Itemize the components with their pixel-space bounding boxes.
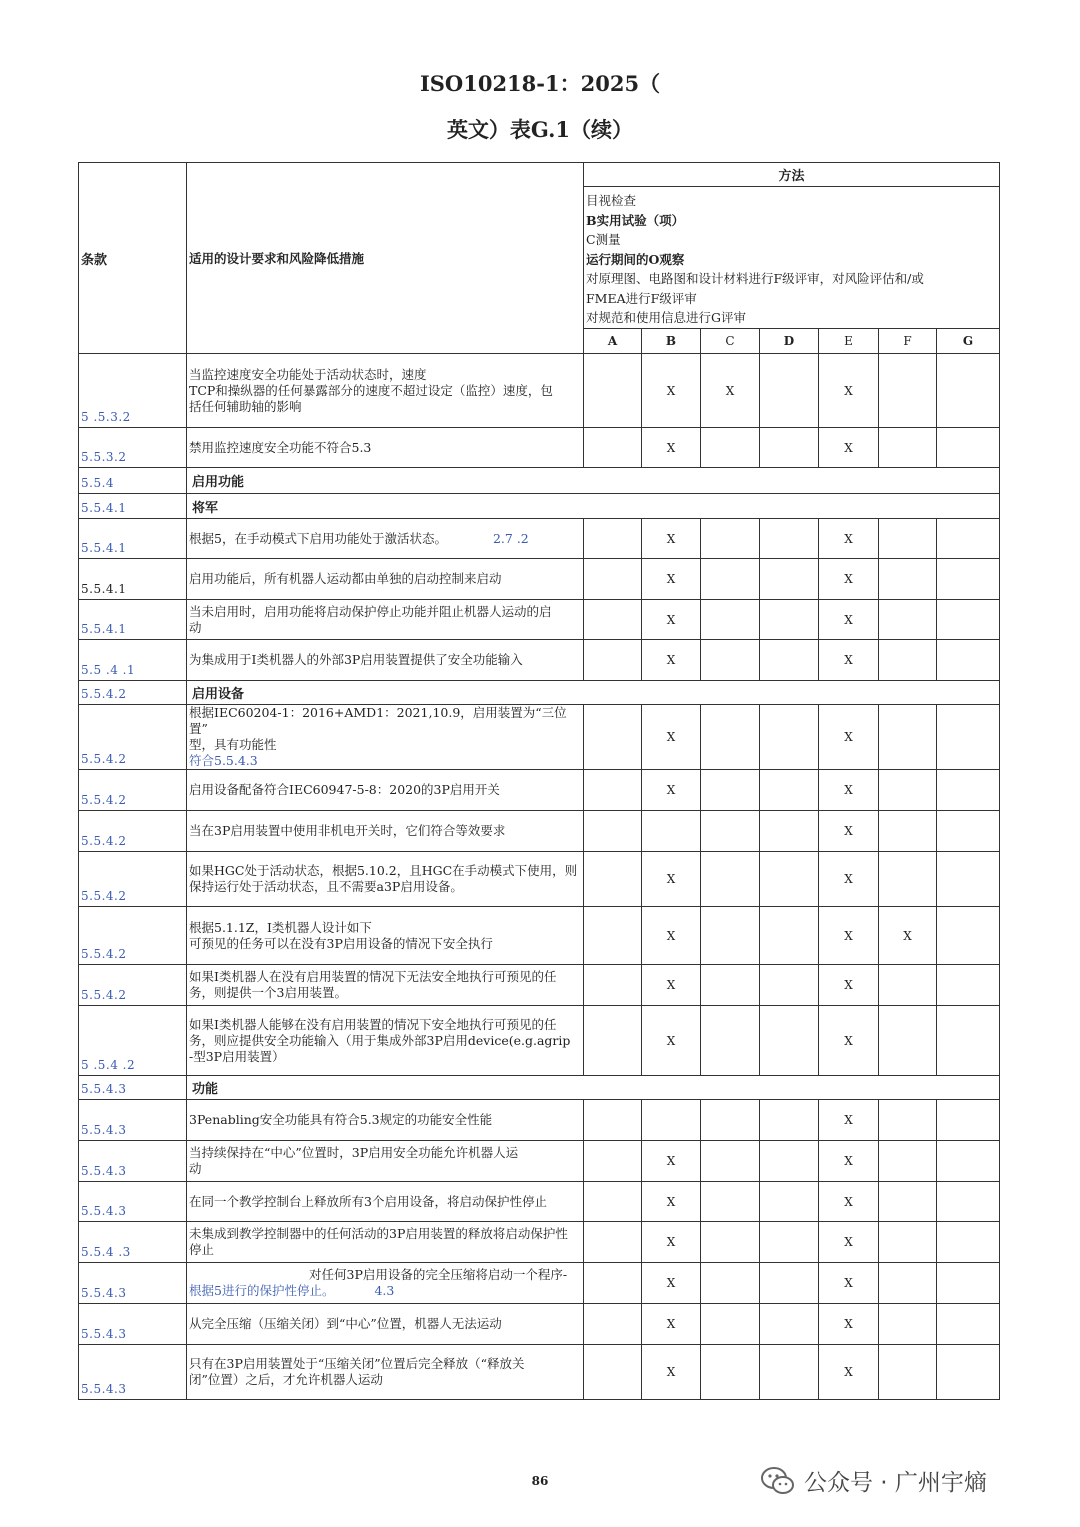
requirement-text: [187, 770, 584, 811]
method-cell-f: X: [879, 907, 937, 965]
method-cell-f: [879, 852, 937, 907]
column-header-b: B: [642, 329, 701, 354]
method-cell-d: [760, 600, 819, 640]
method-cell-d: [760, 559, 819, 600]
clause-number: 5.5.4: [79, 468, 187, 494]
section-title: 启用设备: [187, 681, 1000, 705]
method-cell-a: [584, 1141, 642, 1182]
method-cell-f: [879, 1100, 937, 1141]
method-cell-a: [584, 1304, 642, 1345]
requirement-line: 当在3P启用装置中使用非机电开关时，它们符合等效要求: [189, 823, 506, 838]
requirement-line: 当监控速度安全功能处于活动状态时，速度: [189, 366, 427, 382]
method-cell-d: [760, 965, 819, 1006]
table-row: [79, 559, 1000, 600]
method-cell-b: X: [642, 770, 701, 811]
method-cell-c: [701, 519, 760, 559]
method-cell-b: X: [642, 428, 701, 468]
method-cell-c: [701, 1263, 760, 1304]
method-cell-g: [937, 559, 1000, 600]
clause-number: 5.5.4 .3: [79, 1222, 187, 1263]
method-cell-c: [701, 1222, 760, 1263]
requirement-text: [187, 1006, 584, 1076]
method-cell-a: [584, 1345, 642, 1400]
table-row: [79, 811, 1000, 852]
method-cell-e: X: [819, 1304, 879, 1345]
requirement-text: [187, 600, 584, 640]
method-cell-d: [760, 1182, 819, 1222]
method-cell-b: X: [642, 1141, 701, 1182]
requirement-line-wrap: [189, 531, 581, 547]
method-cell-e: X: [819, 965, 879, 1006]
requirement-line: TCP和操纵器的任何暴露部分的速度不超过设定（监控）速度，包: [189, 382, 553, 398]
method-cell-g: [937, 640, 1000, 681]
method-cell-c: [701, 907, 760, 965]
document-title-line2: 英文）表G.1（续）: [446, 117, 634, 142]
method-cell-a: [584, 852, 642, 907]
table-row: [79, 965, 1000, 1006]
method-cell-e: X: [819, 1345, 879, 1400]
method-cell-f: [879, 1182, 937, 1222]
requirement-line: 根据5.1.1Z，I类机器人设计如下: [189, 919, 372, 935]
method-cell-e: X: [819, 600, 879, 640]
clause-number: 5.5.4.2: [79, 907, 187, 965]
requirement-text: [187, 852, 584, 907]
header-requirement: 适用的设计要求和风险降低措施: [187, 163, 584, 354]
table-row: [79, 1006, 1000, 1076]
legend-line: C测量: [586, 232, 621, 247]
requirement-line: 闭”位置）之后，才允许机器人运动: [189, 1372, 383, 1387]
requirement-line: 停止: [189, 1242, 215, 1257]
method-cell-f: [879, 428, 937, 468]
requirement-text: [187, 811, 584, 852]
method-cell-c: [701, 1182, 760, 1222]
method-cell-g: [937, 1006, 1000, 1076]
method-cell-a: [584, 640, 642, 681]
requirement-line: 禁用监控速度安全功能不符合5.3: [189, 439, 372, 455]
requirement-line: 启用设备配备符合IEC60947-5-8：2020的3P启用开关: [189, 782, 500, 797]
requirement-line: 如果I类机器人能够在没有启用装置的情况下安全地执行可预见的任: [189, 1016, 557, 1032]
table-row: [79, 1263, 1000, 1304]
method-cell-c: [701, 1100, 760, 1141]
clause-number: 5.5.4.2: [79, 705, 187, 770]
watermark: [760, 1464, 987, 1497]
clause-number: 5 .5.4 .2: [79, 1006, 187, 1076]
requirement-line: 括任何辅助轴的影响: [189, 398, 302, 414]
requirement-text: [187, 354, 584, 428]
method-cell-d: [760, 1006, 819, 1076]
clause-number: 5.5.4.1: [79, 519, 187, 559]
clause-number: 5.5.4.3: [79, 1141, 187, 1182]
method-cell-c: [701, 428, 760, 468]
method-cell-g: [937, 1141, 1000, 1182]
requirement-line: -型3P启用装置）: [189, 1048, 285, 1064]
requirement-text: [187, 907, 584, 965]
table-row: [79, 907, 1000, 965]
requirement-line: 当未启用时，启用功能将启动保护停止功能并阻止机器人运动的启: [189, 603, 552, 619]
method-cell-a: [584, 519, 642, 559]
method-cell-b: [642, 811, 701, 852]
method-cell-d: [760, 640, 819, 681]
method-cell-b: X: [642, 640, 701, 681]
method-cell-e: X: [819, 852, 879, 907]
legend-line: 运行期间的O观察: [586, 251, 685, 267]
method-cell-a: [584, 600, 642, 640]
header-method: 方法: [584, 163, 1000, 187]
requirement-text: [187, 965, 584, 1006]
method-cell-a: [584, 354, 642, 428]
method-cell-e: X: [819, 907, 879, 965]
method-cell-g: [937, 519, 1000, 559]
method-cell-a: [584, 907, 642, 965]
requirement-line: 未集成到教学控制器中的任何活动的3P启用装置的释放将启动保护性: [189, 1226, 568, 1241]
clause-number: 5.5 .4 .1: [79, 640, 187, 681]
method-cell-g: [937, 965, 1000, 1006]
clause-number: 5.5.4.2: [79, 852, 187, 907]
table-row: [79, 1141, 1000, 1182]
method-cell-g: [937, 1100, 1000, 1141]
method-cell-c: [701, 1304, 760, 1345]
method-cell-g: [937, 852, 1000, 907]
section-row: [79, 494, 1000, 519]
method-cell-a: [584, 770, 642, 811]
method-cell-e: X: [819, 559, 879, 600]
method-cell-e: X: [819, 1263, 879, 1304]
requirement-line: 可预见的任务可以在没有3P启用设备的情况下安全执行: [189, 935, 493, 951]
method-cell-f: [879, 1345, 937, 1400]
requirement-line: 启用功能后，所有机器人运动都由单独的启动控制来启动: [189, 571, 502, 586]
requirement-text: [187, 1345, 584, 1400]
legend-line: FMEA进行F级评审: [586, 290, 697, 306]
method-cell-e: X: [819, 1222, 879, 1263]
document-title-line1: ISO10218-1：2025（: [419, 71, 661, 96]
table-row: [79, 354, 1000, 428]
table-row: [79, 1345, 1000, 1400]
requirement-text: [187, 519, 584, 559]
requirement-line: 务，则提供一个3启用装置。: [189, 985, 347, 1000]
method-cell-e: X: [819, 1182, 879, 1222]
clause-number: 5.5.4.2: [79, 770, 187, 811]
method-cell-b: X: [642, 1263, 701, 1304]
method-cell-d: [760, 1345, 819, 1400]
clause-number: 5.5.4.1: [79, 600, 187, 640]
clause-number: 5.5.3.2: [79, 428, 187, 468]
method-cell-c: [701, 705, 760, 770]
method-cell-g: [937, 1345, 1000, 1400]
method-cell-c: [701, 600, 760, 640]
method-cell-c: [701, 965, 760, 1006]
method-cell-c: [701, 770, 760, 811]
column-header-c: C: [701, 329, 760, 354]
method-cell-e: X: [819, 1141, 879, 1182]
method-cell-g: [937, 600, 1000, 640]
requirement-line: 3Penabling安全功能具有符合5.3规定的功能安全性能: [189, 1112, 493, 1127]
clause-number: 5.5.4.3: [79, 1263, 187, 1304]
method-cell-e: X: [819, 354, 879, 428]
header-clause: 条款: [79, 163, 187, 354]
method-cell-b: X: [642, 1345, 701, 1400]
table-row: [79, 640, 1000, 681]
table-row: [79, 1222, 1000, 1263]
requirement-text: [187, 1263, 584, 1304]
method-cell-b: X: [642, 1006, 701, 1076]
requirement-text: [187, 1304, 584, 1345]
method-cell-d: [760, 852, 819, 907]
table-row: [79, 852, 1000, 907]
method-cell-b: [642, 1100, 701, 1141]
method-cell-a: [584, 1006, 642, 1076]
method-cell-a: [584, 1100, 642, 1141]
clause-number: 5.5.4.2: [79, 681, 187, 705]
clause-number: 5.5.4.3: [79, 1182, 187, 1222]
method-cell-c: [701, 852, 760, 907]
requirement-line: 只有在3P启用装置处于“压缩关闭”位置后完全释放（“释放关: [189, 1356, 525, 1371]
section-row: [79, 468, 1000, 494]
method-cell-f: [879, 1141, 937, 1182]
method-cell-a: [584, 1263, 642, 1304]
method-cell-f: [879, 965, 937, 1006]
method-cell-c: [701, 640, 760, 681]
clause-number: 5.5.4.3: [79, 1345, 187, 1400]
section-title: 将军: [187, 494, 1000, 519]
method-cell-d: [760, 770, 819, 811]
table-row: [79, 770, 1000, 811]
column-header-a: A: [584, 329, 642, 354]
method-cell-g: [937, 705, 1000, 770]
method-cell-f: [879, 705, 937, 770]
table-row: [79, 600, 1000, 640]
column-header-d: D: [760, 329, 819, 354]
requirement-line: 保持运行处于活动状态，且不需要a3P启用设备。: [189, 879, 463, 894]
legend-line: 目视检查: [586, 193, 637, 208]
requirement-text: [187, 1100, 584, 1141]
requirement-text: [187, 705, 584, 770]
method-cell-f: [879, 559, 937, 600]
method-cell-f: [879, 354, 937, 428]
method-cell-c: [701, 1141, 760, 1182]
clause-number: 5.5.4.1: [79, 559, 187, 600]
requirement-line: 从完全压缩（压缩关闭）到“中心”位置，机器人无法运动: [189, 1316, 502, 1331]
method-cell-d: [760, 907, 819, 965]
column-header-g: G: [937, 329, 1000, 354]
method-cell-b: X: [642, 1304, 701, 1345]
requirement-text: [187, 428, 584, 468]
method-cell-g: [937, 1182, 1000, 1222]
requirement-line: 型，具有功能性: [189, 737, 277, 752]
method-cell-f: [879, 770, 937, 811]
clause-number: 5 .5.3.2: [79, 354, 187, 428]
section-row: [79, 1076, 1000, 1100]
method-cell-e: X: [819, 519, 879, 559]
method-cell-d: [760, 1100, 819, 1141]
requirement-text: [187, 1222, 584, 1263]
method-cell-f: [879, 1263, 937, 1304]
table-row: [79, 705, 1000, 770]
table-row: [79, 519, 1000, 559]
method-cell-b: X: [642, 705, 701, 770]
clause-number: 5.5.4.2: [79, 811, 187, 852]
requirement-line: 根据5，在手动模式下启用功能处于激活状态。: [189, 530, 447, 546]
method-cell-g: [937, 1263, 1000, 1304]
method-cell-b: X: [642, 519, 701, 559]
method-cell-d: [760, 705, 819, 770]
method-cell-a: [584, 1222, 642, 1263]
method-cell-b: X: [642, 965, 701, 1006]
method-cell-c: [701, 1006, 760, 1076]
requirement-reference-line: [189, 753, 581, 769]
requirement-line: 在同一个教学控制台上释放所有3个启用设备，将启动保护性停止: [189, 1193, 547, 1209]
clause-number: 5.5.4.3: [79, 1100, 187, 1141]
method-cell-e: X: [819, 705, 879, 770]
watermark-text: 公众号 · 广州宇熵: [804, 1470, 987, 1496]
requirement-line: 如果HGC处于活动状态，根据5.10.2，且HGC在手动模式下使用，则: [189, 863, 578, 878]
column-header-f: F: [879, 329, 937, 354]
column-header-e: E: [819, 329, 879, 354]
page-number: 86: [531, 1474, 549, 1488]
method-cell-e: X: [819, 1100, 879, 1141]
method-cell-d: [760, 428, 819, 468]
wechat-icon: [760, 1466, 796, 1496]
method-cell-c: [701, 1345, 760, 1400]
method-cell-f: [879, 1304, 937, 1345]
method-cell-f: [879, 600, 937, 640]
method-cell-g: [937, 1304, 1000, 1345]
table-row: [79, 1182, 1000, 1222]
method-cell-c: X: [701, 354, 760, 428]
method-cell-d: [760, 1222, 819, 1263]
method-cell-d: [760, 811, 819, 852]
clause-number: 5.5.4.2: [79, 965, 187, 1006]
method-cell-f: [879, 1222, 937, 1263]
requirement-line: 当持续保持在“中心”位置时，3P启用安全功能允许机器人运: [189, 1145, 519, 1160]
legend-line: B实用试验（项）: [586, 212, 685, 228]
requirement-line: 对任何3P启用设备的完全压缩将启动一个程序-: [309, 1267, 568, 1282]
reference-number: 2.7 .2: [492, 530, 529, 546]
clause-number: 5.5.4.3: [79, 1076, 187, 1100]
method-cell-e: X: [819, 770, 879, 811]
method-cell-a: [584, 428, 642, 468]
method-cell-d: [760, 1141, 819, 1182]
table-row: [79, 1100, 1000, 1141]
legend-line: 对原理图、电路图和设计材料进行F级评审，对风险评估和/或: [586, 271, 924, 286]
clause-number: 5.5.4.1: [79, 494, 187, 519]
requirement-line: 为集成用于I类机器人的外部3P启用装置提供了安全功能输入: [189, 652, 523, 667]
method-cell-a: [584, 705, 642, 770]
requirement-text: [187, 640, 584, 681]
method-cell-g: [937, 811, 1000, 852]
method-cell-c: [701, 559, 760, 600]
method-cell-e: X: [819, 811, 879, 852]
method-cell-b: X: [642, 852, 701, 907]
method-cell-a: [584, 559, 642, 600]
method-cell-a: [584, 811, 642, 852]
requirement-reference: 根据5进行的保护性停止。: [189, 1283, 335, 1298]
method-cell-g: [937, 907, 1000, 965]
requirement-reference-line: [189, 1283, 581, 1299]
method-cell-e: X: [819, 1006, 879, 1076]
table-row: [79, 1304, 1000, 1345]
method-cell-c: [701, 811, 760, 852]
method-cell-b: X: [642, 600, 701, 640]
method-cell-g: [937, 428, 1000, 468]
requirement-text: [187, 1182, 584, 1222]
method-cell-f: [879, 1006, 937, 1076]
methods-table: [78, 162, 1000, 1400]
method-cell-e: X: [819, 428, 879, 468]
method-cell-f: [879, 811, 937, 852]
method-cell-d: [760, 519, 819, 559]
method-cell-g: [937, 354, 1000, 428]
section-title: 启用功能: [187, 468, 1000, 494]
method-cell-b: X: [642, 559, 701, 600]
clause-number: 5.5.4.3: [79, 1304, 187, 1345]
method-cell-g: [937, 770, 1000, 811]
method-cell-g: [937, 1222, 1000, 1263]
method-cell-b: X: [642, 1182, 701, 1222]
requirement-line: 根据IEC60204-1：2016+AMD1：2021,10.9，启用装置为“三位置”: [189, 705, 567, 736]
method-cell-d: [760, 354, 819, 428]
method-cell-f: [879, 640, 937, 681]
method-cell-b: X: [642, 907, 701, 965]
requirement-text: [187, 1141, 584, 1182]
requirement-line: 如果I类机器人在没有启用装置的情况下无法安全地执行可预见的任: [189, 969, 557, 984]
section-row: [79, 681, 1000, 705]
requirement-line: 动: [189, 619, 202, 635]
header-legend: [584, 187, 1000, 329]
legend-line: 对规范和使用信息进行G评审: [586, 310, 746, 325]
table-row: [79, 428, 1000, 468]
method-cell-b: X: [642, 1222, 701, 1263]
requirement-reference: 符合5.5.4.3: [189, 753, 258, 768]
section-title: 功能: [187, 1076, 1000, 1100]
method-cell-e: X: [819, 640, 879, 681]
requirement-text: [187, 559, 584, 600]
method-cell-b: X: [642, 354, 701, 428]
requirement-line: 动: [189, 1161, 202, 1176]
reference-number: 4.3: [374, 1283, 395, 1298]
method-cell-a: [584, 965, 642, 1006]
method-cell-d: [760, 1263, 819, 1304]
requirement-line: 务，则应提供安全功能输入（用于集成外部3P启用device(e.g.agrip: [189, 1032, 571, 1048]
method-cell-d: [760, 1304, 819, 1345]
method-cell-a: [584, 1182, 642, 1222]
method-cell-f: [879, 519, 937, 559]
